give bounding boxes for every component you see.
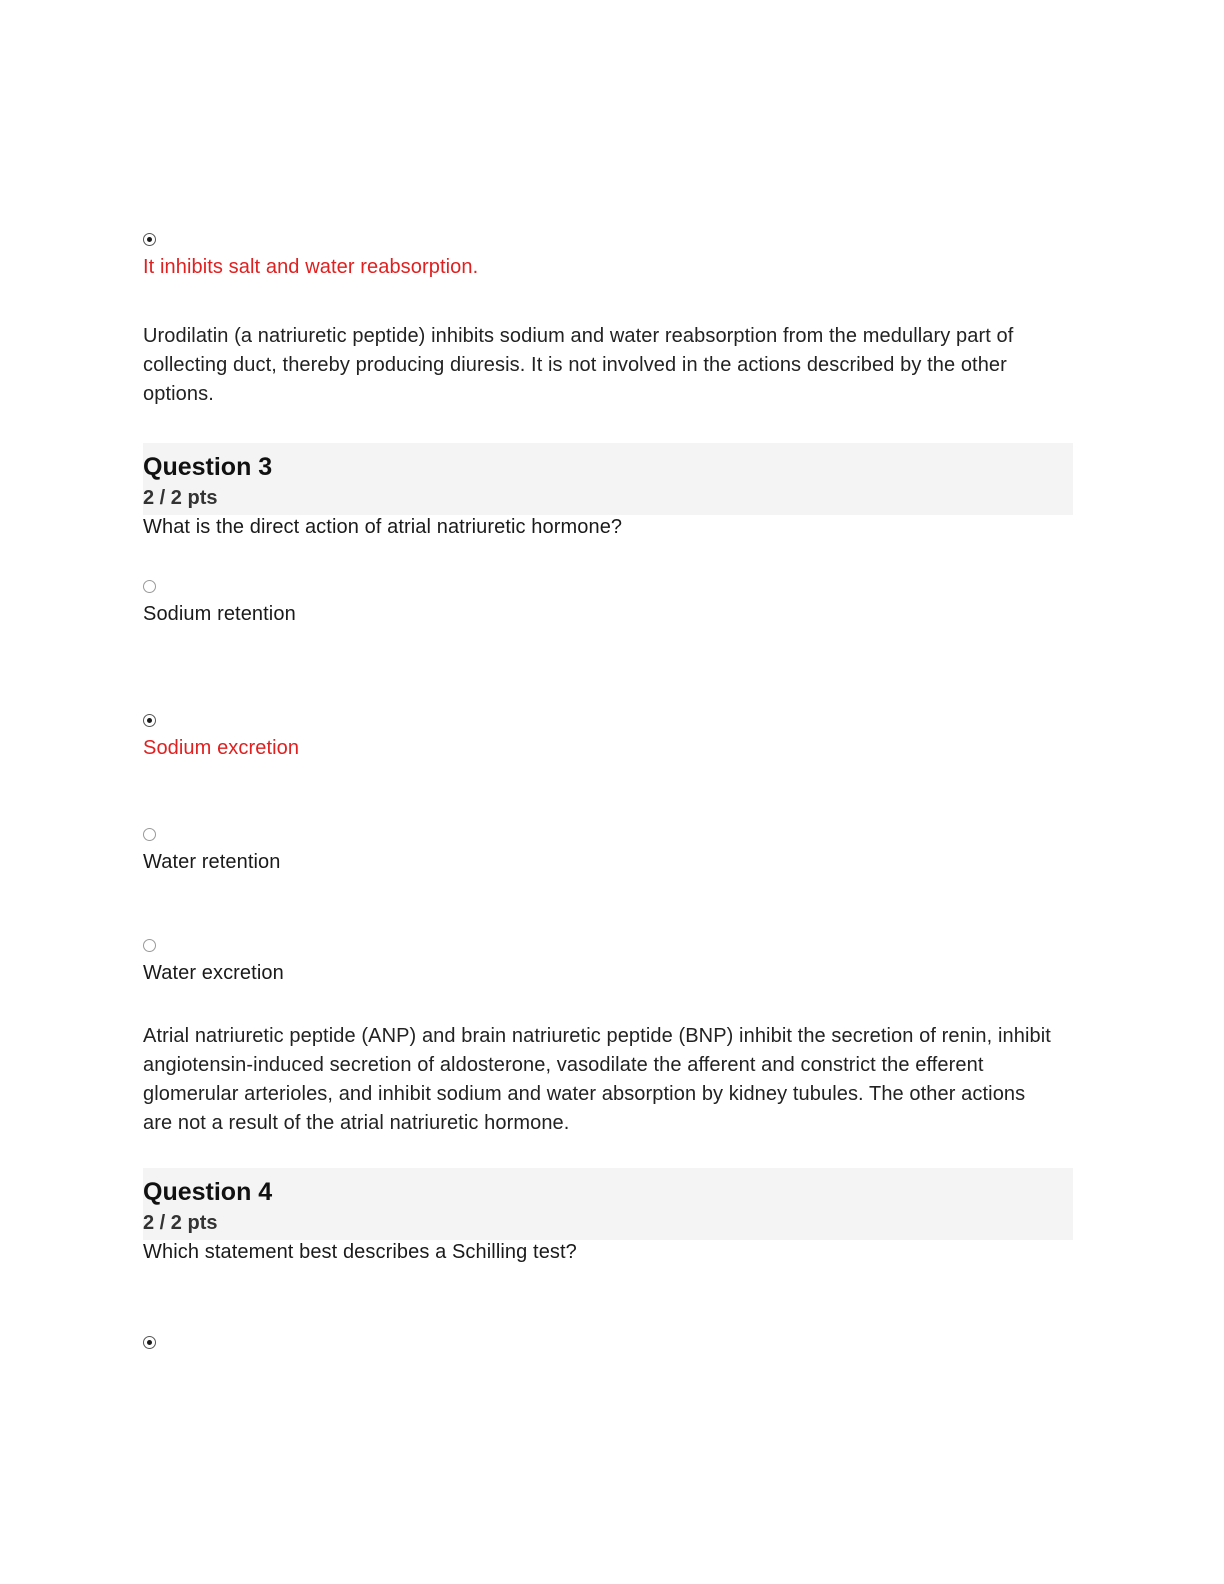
question-3-option-1[interactable] <box>143 580 296 628</box>
question-3-prompt: What is the direct action of atrial natriuretic hormone? <box>143 516 623 538</box>
radio-button-icon[interactable] <box>143 580 156 593</box>
question-3-header <box>143 443 1073 515</box>
radio-button-icon[interactable] <box>143 1336 156 1349</box>
radio-button-icon[interactable] <box>143 939 156 952</box>
answer-label: It inhibits salt and water reabsorption. <box>143 256 479 278</box>
question-3-option-4[interactable] <box>143 939 284 987</box>
question-4-option-1[interactable] <box>143 1336 156 1356</box>
question-2-explanation: Urodilatin (a natriuretic peptide) inhibits sodium and water reabsorption from the medullary part of collecting duct, thereby producing diuresis. It is not involved in the actions described by the other options. <box>143 325 1014 405</box>
question-3-points: 2 / 2 pts <box>143 487 218 509</box>
answer-label: Water excretion <box>143 962 284 984</box>
question-4-prompt: Which statement best describes a Schilling test? <box>143 1241 577 1263</box>
question-3-explanation: Atrial natriuretic peptide (ANP) and brain natriuretic peptide (BNP) inhibit the secretion of renin, inhibit angiotensin-induced secretion of aldosterone, vasodilate the afferent and constrict the efferent glomerular arterioles, and inhibit sodium and water absorption by kidney tubules. The other actions are not a result of the atrial natriuretic hormone. <box>143 1025 1051 1134</box>
radio-button-icon[interactable] <box>143 233 156 246</box>
answer-label: Water retention <box>143 851 281 873</box>
answer-label: Sodium retention <box>143 603 296 625</box>
question-2-selected-answer <box>143 233 478 281</box>
radio-button-icon[interactable] <box>143 828 156 841</box>
question-4-title: Question 4 <box>143 1178 273 1206</box>
radio-button-icon[interactable] <box>143 714 156 727</box>
question-4-header <box>143 1168 1073 1240</box>
question-3-option-3[interactable] <box>143 828 281 876</box>
question-3-option-2[interactable] <box>143 714 299 762</box>
question-4-points: 2 / 2 pts <box>143 1212 218 1234</box>
question-3-title: Question 3 <box>143 453 273 481</box>
answer-label: Sodium excretion <box>143 737 300 759</box>
